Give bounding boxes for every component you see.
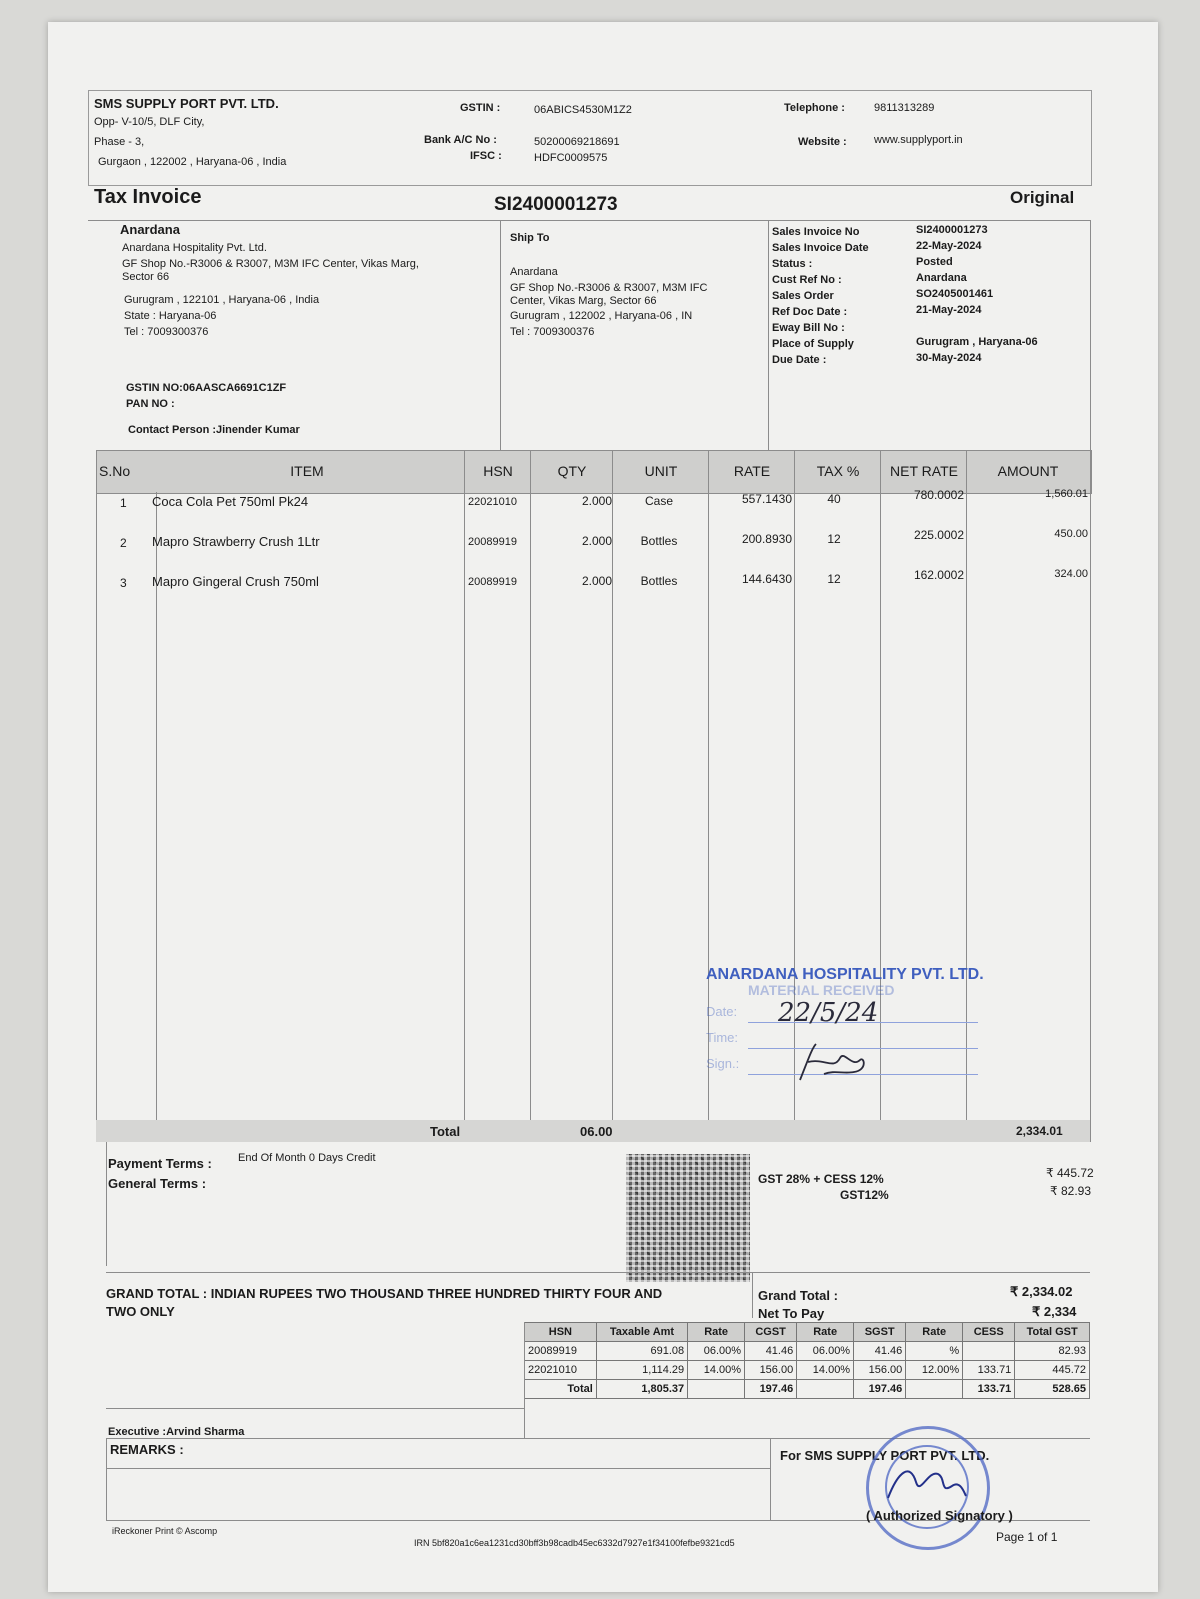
divider [106, 1438, 107, 1520]
cell-hsn: 20089919 [468, 576, 517, 588]
gst-cell: 14.00% [688, 1361, 745, 1380]
divider [106, 1272, 1090, 1273]
gst-breakup-table [524, 1322, 1090, 1398]
divider [752, 1272, 753, 1318]
column-line [612, 450, 613, 1120]
total-qty: 06.00 [580, 1124, 613, 1139]
bill-to-telephone: Tel : 7009300376 [124, 326, 209, 338]
meta-value: Gurugram , Haryana-06 [916, 336, 1038, 348]
seller-gstin: 06ABICS4530M1Z2 [534, 104, 632, 116]
items-total-row [96, 1120, 1090, 1142]
cell-item: Mapro Gingeral Crush 750ml [152, 574, 319, 589]
gst-cell: 1,114.29 [596, 1361, 687, 1380]
grand-total-value: ₹ 2,334.02 [1010, 1284, 1073, 1299]
total-label: Total [430, 1124, 461, 1139]
net-to-pay-value: ₹ 2,334 [1032, 1304, 1077, 1319]
gst-cell: 156.00 [745, 1361, 797, 1380]
bill-to-address-3: Gurugram , 122101 , Haryana-06 , India [124, 294, 320, 306]
cell-rate: 557.1430 [741, 492, 792, 506]
gst-cell: 22021010 [525, 1361, 597, 1380]
gst-table-row [525, 1342, 1090, 1361]
gst-col-hsn: HSN [525, 1323, 597, 1342]
gst-cell: 82.93 [1015, 1342, 1090, 1361]
divider [106, 1408, 524, 1409]
ship-to-address-1: GF Shop No.-R3006 & R3007, M3M IFC [510, 282, 708, 294]
receipt-stamp-time-label: Time: [706, 1030, 739, 1045]
invoice-page [88, 90, 1094, 1550]
gst-cell: 197.46 [745, 1380, 797, 1399]
col-header-sno: S.No [99, 463, 131, 479]
cell-amount: 450.00 [1054, 528, 1088, 540]
meta-value: Posted [916, 256, 953, 268]
divider [106, 1468, 770, 1469]
ship-to-telephone: Tel : 7009300376 [510, 326, 595, 338]
col-header-amount: AMOUNT [997, 463, 1059, 479]
divider [500, 220, 501, 450]
gst-cell: 691.08 [596, 1342, 687, 1361]
column-line [464, 450, 465, 1120]
gst-cell: 06.00% [797, 1342, 854, 1361]
gst-col-taxable: Taxable Amt [596, 1323, 687, 1342]
ship-to-label: Ship To [510, 232, 550, 244]
column-line [1090, 450, 1091, 1142]
meta-label: Sales Invoice No [772, 226, 860, 238]
cell-item: Mapro Strawberry Crush 1Ltr [152, 534, 320, 549]
website-label: Website : [798, 136, 847, 148]
tax-summary-line2-value: ₹ 82.93 [1050, 1184, 1091, 1198]
receipt-stamp-date-label: Date: [706, 1004, 738, 1019]
meta-label: Ref Doc Date : [772, 306, 848, 318]
cell-net-rate: 162.0002 [913, 568, 964, 582]
meta-value: SI2400001273 [916, 224, 988, 236]
gst-cell: 1,805.37 [596, 1380, 687, 1399]
seller-name: SMS SUPPLY PORT PVT. LTD. [94, 96, 279, 111]
gst-cell: 156.00 [854, 1361, 906, 1380]
contact-person: Contact Person :Jinender Kumar [128, 424, 300, 436]
invoice-number: SI2400001273 [494, 194, 618, 215]
receipt-stamp-heading: MATERIAL RECEIVED [748, 982, 895, 998]
gstin-label: GSTIN : [460, 102, 501, 114]
cell-sno: 3 [120, 576, 127, 590]
cell-sno: 2 [120, 536, 127, 550]
authorized-signatory: ( Authorized Signatory ) [866, 1508, 1013, 1523]
gst-cell: 528.65 [1015, 1380, 1090, 1399]
meta-value: 22-May-2024 [916, 240, 982, 252]
receipt-stamp-sign-label: Sign.: [706, 1056, 740, 1071]
gst-cell: 14.00% [797, 1361, 854, 1380]
tax-summary-line1-value: ₹ 445.72 [1046, 1166, 1094, 1180]
cell-tax: 40 [827, 492, 841, 506]
gst-col-sgst: SGST [854, 1323, 906, 1342]
cell-qty: 2.000 [581, 494, 612, 508]
meta-label: Cust Ref No : [772, 274, 842, 286]
seller-address-1: Opp- V-10/5, DLF City, [94, 116, 205, 128]
col-header-net-rate: NET RATE [890, 463, 958, 479]
gst-cell: 133.71 [963, 1380, 1015, 1399]
gst-cell: % [906, 1342, 963, 1361]
col-header-qty: QTY [557, 463, 587, 479]
meta-label: Due Date : [772, 354, 827, 366]
ship-to-address-2: Center, Vikas Marg, Sector 66 [510, 295, 657, 307]
cell-sno: 1 [120, 496, 127, 510]
bill-to-company: Anardana Hospitality Pvt. Ltd. [122, 242, 267, 254]
gst-cell: Total [525, 1380, 597, 1399]
gst-cell: 20089919 [525, 1342, 597, 1361]
payment-terms-label: Payment Terms : [108, 1156, 212, 1171]
remarks-label: REMARKS : [110, 1442, 184, 1457]
gst-cell: 133.71 [963, 1361, 1015, 1380]
meta-value: Anardana [916, 272, 967, 284]
ifsc-label: IFSC : [470, 150, 502, 162]
cell-hsn: 22021010 [468, 496, 517, 508]
executive: Executive :Arvind Sharma [108, 1426, 245, 1438]
column-line [96, 450, 97, 1142]
divider [768, 220, 769, 450]
meta-label: Status : [772, 258, 813, 270]
meta-label: Sales Order [772, 290, 834, 302]
cell-qty: 2.000 [581, 534, 612, 548]
cell-unit: Bottles [640, 534, 678, 548]
column-line [880, 450, 881, 1120]
irn-number: IRN 5bf820a1c6ea1231cd30bff3b98cadb45ec6332d7927e1f34100fefbe9321cd5 [414, 1538, 735, 1548]
cell-unit: Case [644, 494, 673, 508]
grand-total-label: Grand Total : [758, 1288, 838, 1303]
general-terms-label: General Terms : [108, 1176, 207, 1191]
receipt-handwritten-signature [794, 1040, 874, 1086]
gst-cell: 12.00% [906, 1361, 963, 1380]
gst-cell: 06.00% [688, 1342, 745, 1361]
column-line [530, 450, 531, 1120]
col-header-rate: RATE [733, 463, 771, 479]
total-amount: 2,334.01 [1016, 1124, 1063, 1138]
gst-cell [906, 1380, 963, 1399]
receipt-stamp-company: ANARDANA HOSPITALITY PVT. LTD. [706, 966, 984, 983]
cell-unit: Bottles [640, 574, 678, 588]
col-header-item: ITEM [290, 463, 324, 479]
divider [524, 1322, 525, 1438]
gst-cell [688, 1380, 745, 1399]
cell-amount: 1,560.01 [1045, 488, 1088, 500]
payment-terms: End Of Month 0 Days Credit [238, 1152, 376, 1164]
ship-to-address-3: Gurugram , 122002 , Haryana-06 , IN [510, 310, 693, 322]
cell-item: Coca Cola Pet 750ml Pk24 [152, 494, 309, 509]
bank-label: Bank A/C No : [424, 134, 497, 146]
authorized-signature [880, 1452, 970, 1512]
document-title: Tax Invoice [94, 186, 202, 208]
cell-rate: 144.6430 [741, 572, 792, 586]
net-to-pay-label: Net To Pay [758, 1306, 825, 1321]
cell-net-rate: 225.0002 [913, 528, 964, 542]
for-company: For SMS SUPPLY PORT PVT. LTD. [780, 1448, 990, 1463]
amount-in-words-cont: TWO ONLY [106, 1304, 175, 1319]
gst-col-cgst: CGST [745, 1323, 797, 1342]
bill-to-pan: PAN NO : [126, 398, 175, 410]
cell-tax: 12 [827, 532, 841, 546]
divider [106, 1142, 107, 1266]
gst-table-header [525, 1323, 1090, 1342]
bill-to-name: Anardana [120, 222, 180, 237]
seller-address-3: Gurgaon , 122002 , Haryana-06 , India [98, 156, 287, 168]
meta-value: 21-May-2024 [916, 304, 982, 316]
divider [770, 1438, 771, 1520]
qr-code [626, 1154, 750, 1282]
gst-cell: 197.46 [854, 1380, 906, 1399]
seller-ifsc: HDFC0009575 [534, 152, 608, 164]
bill-to-gstin: GSTIN NO:06AASCA6691C1ZF [126, 382, 287, 394]
cell-rate: 200.8930 [741, 532, 792, 546]
gst-cell: 41.46 [745, 1342, 797, 1361]
meta-value: 30-May-2024 [916, 352, 982, 364]
gst-cell [963, 1342, 1015, 1361]
seller-telephone: 9811313289 [874, 102, 935, 114]
cell-qty: 2.000 [581, 574, 612, 588]
seller-address-2: Phase - 3, [94, 136, 145, 148]
divider [88, 220, 1090, 221]
divider [1090, 220, 1091, 450]
copy-type: Original [1010, 188, 1075, 207]
seller-bank: 50200069218691 [534, 136, 620, 148]
meta-value: SO2405001461 [916, 288, 994, 300]
col-header-hsn: HSN [483, 463, 513, 479]
cell-tax: 12 [827, 572, 841, 586]
gst-cell: 445.72 [1015, 1361, 1090, 1380]
gst-col-cess: CESS [963, 1323, 1015, 1342]
bill-to-address-1: GF Shop No.-R3006 & R3007, M3M IFC Center, Vikas Marg, [122, 258, 419, 270]
receipt-handwritten-date: 22/5/24 [778, 998, 879, 1028]
cell-hsn: 20089919 [468, 536, 517, 548]
gst-col-total: Total GST [1015, 1323, 1090, 1342]
gst-cell [797, 1380, 854, 1399]
ship-to-name: Anardana [510, 266, 558, 278]
tax-summary-line2-label: GST12% [840, 1188, 889, 1202]
meta-label: Place of Supply [772, 338, 854, 350]
tax-summary-line1-label: GST 28% + CESS 12% [758, 1172, 884, 1186]
meta-label: Sales Invoice Date [772, 242, 869, 254]
gst-col-rate: Rate [688, 1323, 745, 1342]
cell-amount: 324.00 [1054, 568, 1088, 580]
bill-to-state: State : Haryana-06 [124, 310, 217, 322]
gst-col-rate: Rate [797, 1323, 854, 1342]
column-line [966, 450, 967, 1120]
software-credit: iReckoner Print © Ascomp [112, 1526, 218, 1536]
bill-to-address-2: Sector 66 [122, 271, 170, 283]
telephone-label: Telephone : [784, 102, 845, 114]
col-header-unit: UNIT [644, 463, 678, 479]
seller-website: www.supplyport.in [874, 134, 963, 146]
gst-table-row [525, 1361, 1090, 1380]
column-line [708, 450, 709, 1120]
cell-net-rate: 780.0002 [913, 488, 964, 502]
gst-col-rate: Rate [906, 1323, 963, 1342]
meta-label: Eway Bill No : [772, 322, 845, 334]
page-number: Page 1 of 1 [996, 1530, 1058, 1544]
gst-cell: 41.46 [854, 1342, 906, 1361]
col-header-tax: TAX % [816, 463, 860, 479]
gst-table-total-row [525, 1380, 1090, 1399]
amount-in-words: GRAND TOTAL : INDIAN RUPEES TWO THOUSAND THREE HUNDRED THIRTY FOUR AND [106, 1286, 663, 1301]
